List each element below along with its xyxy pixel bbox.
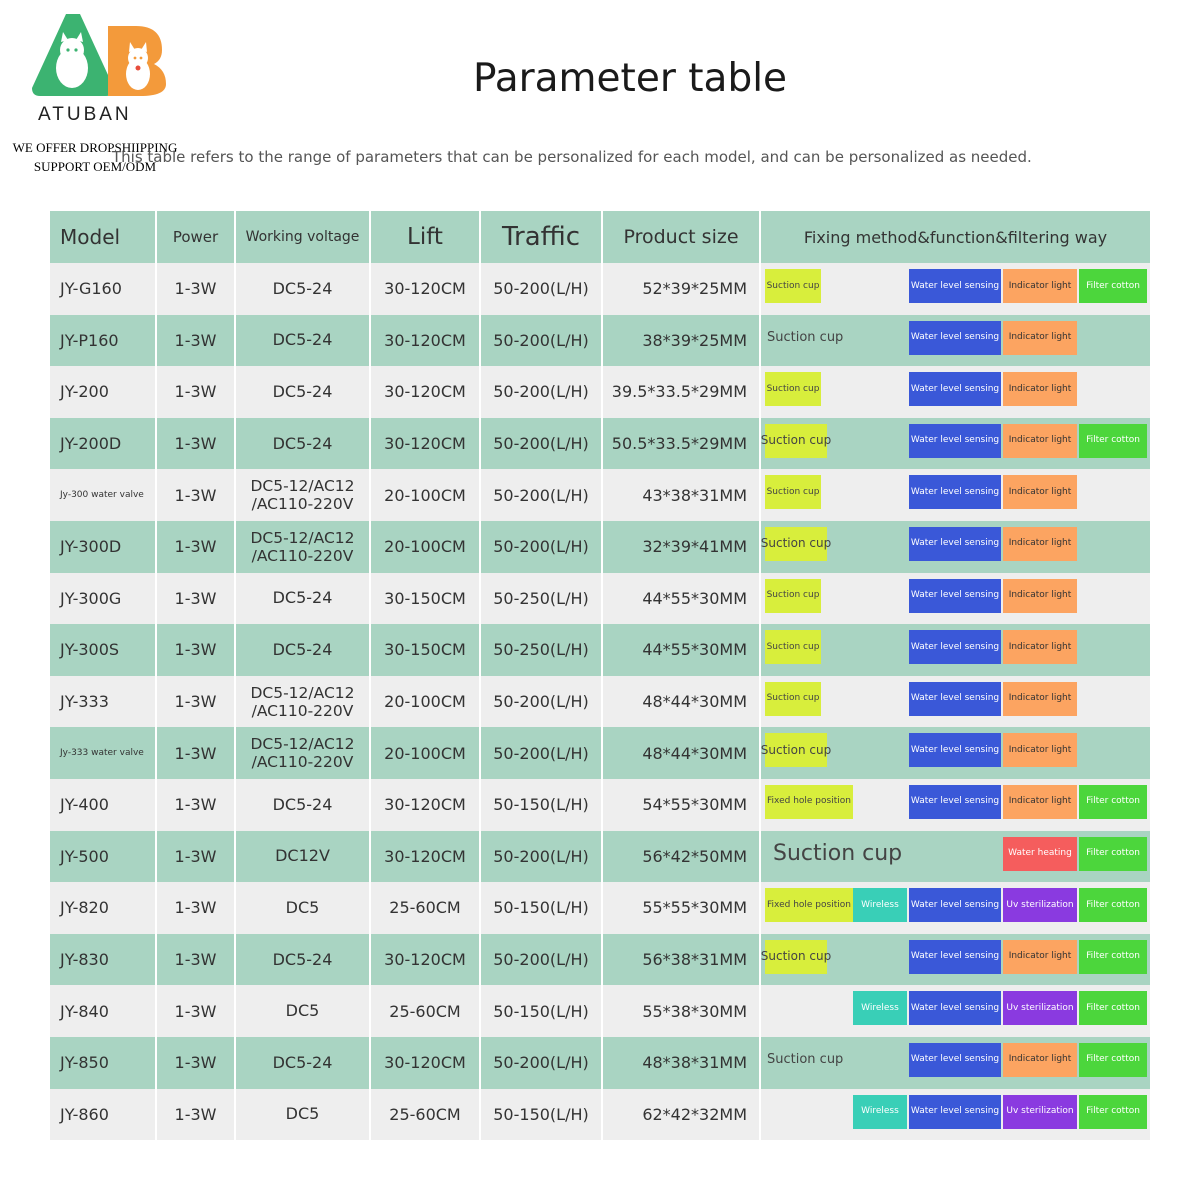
traffic-cell: 50-200(L/H)	[481, 934, 603, 986]
features-cell	[761, 1089, 1150, 1141]
feature-chip: Indicator light	[1003, 1043, 1077, 1077]
table-row	[50, 934, 1150, 986]
power-cell: 1-3W	[157, 573, 236, 625]
model-cell: JY-300S	[50, 624, 157, 676]
table-row	[50, 727, 1150, 779]
size-cell: 43*38*31MM	[603, 469, 761, 521]
traffic-cell: 50-200(L/H)	[481, 521, 603, 573]
power-cell: 1-3W	[157, 521, 236, 573]
size-cell: 44*55*30MM	[603, 624, 761, 676]
table-row	[50, 676, 1150, 728]
lift-cell: 30-120CM	[371, 779, 481, 831]
lift-cell: 20-100CM	[371, 469, 481, 521]
voltage-cell: DC12V	[236, 831, 371, 883]
feature-chip: Water level sensing	[909, 940, 1001, 974]
feature-chip: Water level sensing	[909, 682, 1001, 716]
size-cell: 55*38*30MM	[603, 985, 761, 1037]
feature-chip: Filter cotton	[1079, 837, 1147, 871]
features-cell	[761, 779, 1150, 831]
page-title: Parameter table	[472, 56, 788, 101]
parameter-table	[50, 211, 1150, 1140]
feature-chip: Water level sensing	[909, 475, 1001, 509]
voltage-cell: DC5-24	[236, 1037, 371, 1089]
voltage-cell: DC5-24	[236, 315, 371, 367]
feature-chip: Filter cotton	[1079, 1043, 1147, 1077]
voltage-cell: DC5-24	[236, 418, 371, 470]
size-cell: 54*55*30MM	[603, 779, 761, 831]
voltage-cell: DC5	[236, 985, 371, 1037]
feature-chip: Suction cup	[765, 682, 821, 716]
model-cell: Jy-300 water valve	[50, 469, 157, 521]
size-cell: 44*55*30MM	[603, 573, 761, 625]
size-cell: 56*42*50MM	[603, 831, 761, 883]
header-lift: Lift	[371, 211, 481, 263]
size-cell: 48*38*31MM	[603, 1037, 761, 1089]
features-cell	[761, 315, 1150, 367]
size-cell: 38*39*25MM	[603, 315, 761, 367]
features-cell	[761, 366, 1150, 418]
feature-chip: Water level sensing	[909, 888, 1001, 922]
model-cell: JY-P160	[50, 315, 157, 367]
feature-chip: Suction cup	[765, 579, 821, 613]
feature-chip: Filter cotton	[1079, 940, 1147, 974]
table-row	[50, 779, 1150, 831]
features-cell	[761, 418, 1150, 470]
power-cell: 1-3W	[157, 779, 236, 831]
feature-chip: Fixed hole position	[765, 785, 853, 819]
traffic-cell: 50-200(L/H)	[481, 1037, 603, 1089]
traffic-cell: 50-150(L/H)	[481, 1089, 603, 1141]
model-cell: Jy-333 water valve	[50, 727, 157, 779]
lift-cell: 30-120CM	[371, 934, 481, 986]
feature-chip: Suction cup	[765, 475, 821, 509]
features-cell	[761, 831, 1150, 883]
tagline-line-2: SUPPORT OEM/ODM	[33, 159, 157, 174]
header-features: Fixing method&function&filtering way	[803, 227, 1108, 247]
size-cell: 50.5*33.5*29MM	[603, 418, 761, 470]
traffic-cell: 50-200(L/H)	[481, 366, 603, 418]
feature-chip: Wireless	[853, 1095, 907, 1129]
page-subtitle: This table refers to the range of parameters that can be personalized for each model, and can be personalized as needed.	[112, 148, 1032, 166]
feature-chip: Water level sensing	[909, 991, 1001, 1025]
power-cell: 1-3W	[157, 985, 236, 1037]
lift-cell: 30-120CM	[371, 1037, 481, 1089]
table-row	[50, 521, 1150, 573]
size-cell: 32*39*41MM	[603, 521, 761, 573]
feature-chip: Indicator light	[1003, 269, 1077, 303]
power-cell: 1-3W	[157, 315, 236, 367]
table-row	[50, 573, 1150, 625]
power-cell: 1-3W	[157, 882, 236, 934]
voltage-cell: DC5	[236, 882, 371, 934]
feature-chip: Suction cup	[767, 1052, 844, 1068]
features-cell	[761, 985, 1150, 1037]
table-row	[50, 263, 1150, 315]
feature-chip: Suction cup	[773, 841, 903, 867]
power-cell: 1-3W	[157, 469, 236, 521]
feature-chip: Water level sensing	[909, 785, 1001, 819]
traffic-cell: 50-250(L/H)	[481, 624, 603, 676]
voltage-cell: DC5-12/AC12 /AC110-220V	[236, 469, 371, 521]
feature-chip: Water level sensing	[909, 527, 1001, 561]
table-row	[50, 1037, 1150, 1089]
header-model: Model	[50, 211, 157, 263]
features-cell	[761, 727, 1150, 779]
size-cell: 55*55*30MM	[603, 882, 761, 934]
voltage-cell: DC5-24	[236, 263, 371, 315]
model-cell: JY-500	[50, 831, 157, 883]
size-cell: 48*44*30MM	[603, 727, 761, 779]
features-cell	[761, 934, 1150, 986]
lift-cell: 25-60CM	[371, 1089, 481, 1141]
features-cell	[761, 469, 1150, 521]
feature-chip: Indicator light	[1003, 733, 1077, 767]
feature-chip: Uv sterilization	[1003, 991, 1077, 1025]
lift-cell: 30-120CM	[371, 315, 481, 367]
voltage-cell: DC5-24	[236, 624, 371, 676]
feature-chip: Filter cotton	[1079, 991, 1147, 1025]
lift-cell: 30-150CM	[371, 624, 481, 676]
lift-cell: 20-100CM	[371, 676, 481, 728]
feature-chip: Indicator light	[1003, 940, 1077, 974]
table-row	[50, 418, 1150, 470]
feature-chip: Indicator light	[1003, 630, 1077, 664]
lift-cell: 30-120CM	[371, 366, 481, 418]
header-power: Power	[157, 211, 236, 263]
header-voltage: Working voltage	[236, 211, 371, 263]
traffic-cell: 50-200(L/H)	[481, 469, 603, 521]
feature-chip: Wireless	[853, 991, 907, 1025]
lift-cell: 20-100CM	[371, 727, 481, 779]
feature-chip: Water level sensing	[909, 372, 1001, 406]
power-cell: 1-3W	[157, 418, 236, 470]
model-cell: JY-860	[50, 1089, 157, 1141]
traffic-cell: 50-150(L/H)	[481, 985, 603, 1037]
power-cell: 1-3W	[157, 263, 236, 315]
lift-cell: 30-150CM	[371, 573, 481, 625]
lift-cell: 30-120CM	[371, 418, 481, 470]
model-cell: JY-200D	[50, 418, 157, 470]
model-cell: JY-300G	[50, 573, 157, 625]
voltage-cell: DC5-12/AC12 /AC110-220V	[236, 727, 371, 779]
power-cell: 1-3W	[157, 831, 236, 883]
traffic-cell: 50-200(L/H)	[481, 418, 603, 470]
feature-chip: Water level sensing	[909, 630, 1001, 664]
table-row	[50, 315, 1150, 367]
feature-chip: Indicator light	[1003, 321, 1077, 355]
feature-chip: Suction cup	[765, 940, 827, 974]
power-cell: 1-3W	[157, 1089, 236, 1141]
table-row	[50, 985, 1150, 1037]
feature-chip: Indicator light	[1003, 475, 1077, 509]
feature-chip: Wireless	[853, 888, 907, 922]
feature-chip: Water level sensing	[909, 269, 1001, 303]
voltage-cell: DC5-12/AC12 /AC110-220V	[236, 676, 371, 728]
table-header-row	[50, 211, 1150, 263]
traffic-cell: 50-150(L/H)	[481, 779, 603, 831]
voltage-cell: DC5-12/AC12 /AC110-220V	[236, 521, 371, 573]
traffic-cell: 50-200(L/H)	[481, 263, 603, 315]
feature-chip: Fixed hole position	[765, 888, 853, 922]
feature-chip: Water level sensing	[909, 321, 1001, 355]
table-row	[50, 366, 1150, 418]
feature-chip: Suction cup	[765, 630, 821, 664]
voltage-cell: DC5	[236, 1089, 371, 1141]
traffic-cell: 50-150(L/H)	[481, 882, 603, 934]
feature-chip: Indicator light	[1003, 527, 1077, 561]
feature-chip: Water level sensing	[909, 579, 1001, 613]
features-cell	[761, 573, 1150, 625]
voltage-cell: DC5-24	[236, 779, 371, 831]
traffic-cell: 50-200(L/H)	[481, 676, 603, 728]
feature-chip: Water level sensing	[909, 1095, 1001, 1129]
table-row	[50, 469, 1150, 521]
feature-chip: Uv sterilization	[1003, 1095, 1077, 1129]
lift-cell: 30-120CM	[371, 263, 481, 315]
model-cell: JY-200	[50, 366, 157, 418]
model-cell: JY-820	[50, 882, 157, 934]
lift-cell: 30-120CM	[371, 831, 481, 883]
feature-chip: Filter cotton	[1079, 1095, 1147, 1129]
feature-chip: Filter cotton	[1079, 888, 1147, 922]
model-cell: JY-G160	[50, 263, 157, 315]
features-cell	[761, 521, 1150, 573]
features-cell	[761, 676, 1150, 728]
features-cell	[761, 624, 1150, 676]
feature-chip: Suction cup	[767, 330, 844, 346]
model-cell: JY-830	[50, 934, 157, 986]
tagline-line-1: WE OFFER DROPSHIIPPING	[12, 140, 178, 155]
size-cell: 56*38*31MM	[603, 934, 761, 986]
traffic-cell: 50-250(L/H)	[481, 573, 603, 625]
feature-chip: Indicator light	[1003, 785, 1077, 819]
features-cell	[761, 882, 1150, 934]
brand-name: ATUBAN	[38, 104, 132, 125]
voltage-cell: DC5-24	[236, 573, 371, 625]
feature-chip: Indicator light	[1003, 579, 1077, 613]
feature-chip: Filter cotton	[1079, 785, 1147, 819]
table-row	[50, 831, 1150, 883]
table-row	[50, 624, 1150, 676]
power-cell: 1-3W	[157, 676, 236, 728]
feature-chip: Uv sterilization	[1003, 888, 1077, 922]
model-cell: JY-850	[50, 1037, 157, 1089]
feature-chip: Water heating	[1003, 837, 1077, 871]
power-cell: 1-3W	[157, 1037, 236, 1089]
feature-chip: Suction cup	[765, 424, 827, 458]
voltage-cell: DC5-24	[236, 934, 371, 986]
header-traffic: Traffic	[481, 211, 603, 263]
model-cell: JY-400	[50, 779, 157, 831]
feature-chip: Filter cotton	[1079, 269, 1147, 303]
power-cell: 1-3W	[157, 366, 236, 418]
header-size: Product size	[603, 211, 761, 263]
size-cell: 39.5*33.5*29MM	[603, 366, 761, 418]
model-cell: JY-840	[50, 985, 157, 1037]
size-cell: 52*39*25MM	[603, 263, 761, 315]
lift-cell: 20-100CM	[371, 521, 481, 573]
power-cell: 1-3W	[157, 934, 236, 986]
table-row	[50, 882, 1150, 934]
size-cell: 62*42*32MM	[603, 1089, 761, 1141]
feature-chip: Filter cotton	[1079, 424, 1147, 458]
lift-cell: 25-60CM	[371, 985, 481, 1037]
traffic-cell: 50-200(L/H)	[481, 831, 603, 883]
feature-chip: Water level sensing	[909, 1043, 1001, 1077]
power-cell: 1-3W	[157, 624, 236, 676]
feature-chip: Water level sensing	[909, 733, 1001, 767]
feature-chip: Suction cup	[765, 372, 821, 406]
table-row	[50, 1089, 1150, 1141]
model-cell: JY-300D	[50, 521, 157, 573]
features-cell	[761, 263, 1150, 315]
lift-cell: 25-60CM	[371, 882, 481, 934]
feature-chip: Suction cup	[765, 527, 827, 561]
model-cell: JY-333	[50, 676, 157, 728]
features-cell	[761, 1037, 1150, 1089]
feature-chip: Indicator light	[1003, 372, 1077, 406]
feature-chip: Water level sensing	[909, 424, 1001, 458]
power-cell: 1-3W	[157, 727, 236, 779]
traffic-cell: 50-200(L/H)	[481, 727, 603, 779]
voltage-cell: DC5-24	[236, 366, 371, 418]
feature-chip: Indicator light	[1003, 424, 1077, 458]
feature-chip: Indicator light	[1003, 682, 1077, 716]
traffic-cell: 50-200(L/H)	[481, 315, 603, 367]
feature-chip: Suction cup	[765, 733, 827, 767]
table-body	[50, 263, 1150, 1140]
size-cell: 48*44*30MM	[603, 676, 761, 728]
feature-chip: Suction cup	[765, 269, 821, 303]
